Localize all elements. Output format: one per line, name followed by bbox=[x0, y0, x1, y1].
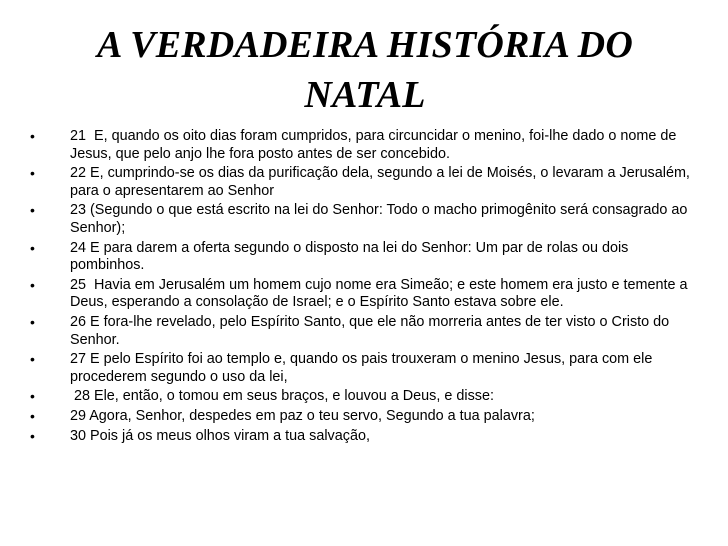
bullet-icon: • bbox=[30, 128, 35, 144]
verse-text: 25 Havia em Jerusalém um homem cujo nome era Simeão; e este homem era justo e temente a Deus, esperando a consolação de Israel; e o Espírito Santo estava sobre ele. bbox=[70, 276, 692, 311]
verse-item bbox=[30, 128, 690, 163]
verse-item bbox=[30, 240, 690, 275]
bullet-icon: • bbox=[30, 276, 35, 293]
bullet-icon: • bbox=[30, 388, 35, 405]
verse-text: 30 Pois já os meus olhos viram a tua salvação, bbox=[70, 427, 370, 444]
verse-text: 29 Agora, Senhor, despedes em paz o teu servo, Segundo a tua palavra; bbox=[70, 407, 535, 424]
verse-item bbox=[30, 408, 690, 426]
bullet-icon: • bbox=[30, 351, 35, 368]
bullet-icon: • bbox=[30, 202, 35, 219]
verse-text: 26 E fora-lhe revelado, pelo Espírito Santo, que ele não morreria antes de ter visto o Cristo do Senhor. bbox=[70, 313, 674, 348]
verse-item bbox=[30, 351, 690, 386]
bullet-icon: • bbox=[30, 427, 35, 444]
verse-item bbox=[30, 314, 690, 349]
bullet-icon: • bbox=[30, 407, 35, 424]
verse-item bbox=[30, 202, 690, 237]
verse-text: 27 E pelo Espírito foi ao templo e, quando os pais trouxeram o menino Jesus, para com ele procederem segundo o uso da lei, bbox=[70, 351, 657, 385]
verse-text: 23 (Segundo o que está escrito na lei do Senhor: Todo o macho primogênito será consagrado ao Senhor); bbox=[70, 202, 692, 236]
verse-list bbox=[30, 128, 694, 447]
verse-text: 28 Ele, então, o tomou em seus braços, e louvou a Deus, e disse: bbox=[70, 388, 494, 405]
bullet-icon: • bbox=[30, 165, 35, 182]
bullet-icon: • bbox=[30, 313, 35, 330]
title-line-1: A VERDADEIRA HISTÓRIA DO bbox=[97, 24, 633, 66]
verse-item bbox=[30, 388, 690, 406]
verse-item bbox=[30, 428, 690, 446]
bullet-icon: • bbox=[30, 239, 35, 256]
verse-text: 22 E, cumprindo-se os dias da purificação dela, segundo a lei de Moisés, o levaram a Jerusalém, para o apresentarem ao Senhor bbox=[70, 165, 694, 199]
verse-text: 21 E, quando os oito dias foram cumpridos, para circuncidar o menino, foi-lhe dado o nome de Jesus, que pelo anjo lhe fora posto antes de ser concebido. bbox=[70, 128, 681, 162]
title-line-2: NATAL bbox=[304, 74, 426, 116]
slide-title bbox=[60, 20, 670, 120]
verse-item bbox=[30, 277, 690, 312]
verse-text: 24 E para darem a oferta segundo o disposto na lei do Senhor: Um par de rolas ou dois pombinhos. bbox=[70, 239, 633, 274]
verse-item bbox=[30, 165, 694, 200]
